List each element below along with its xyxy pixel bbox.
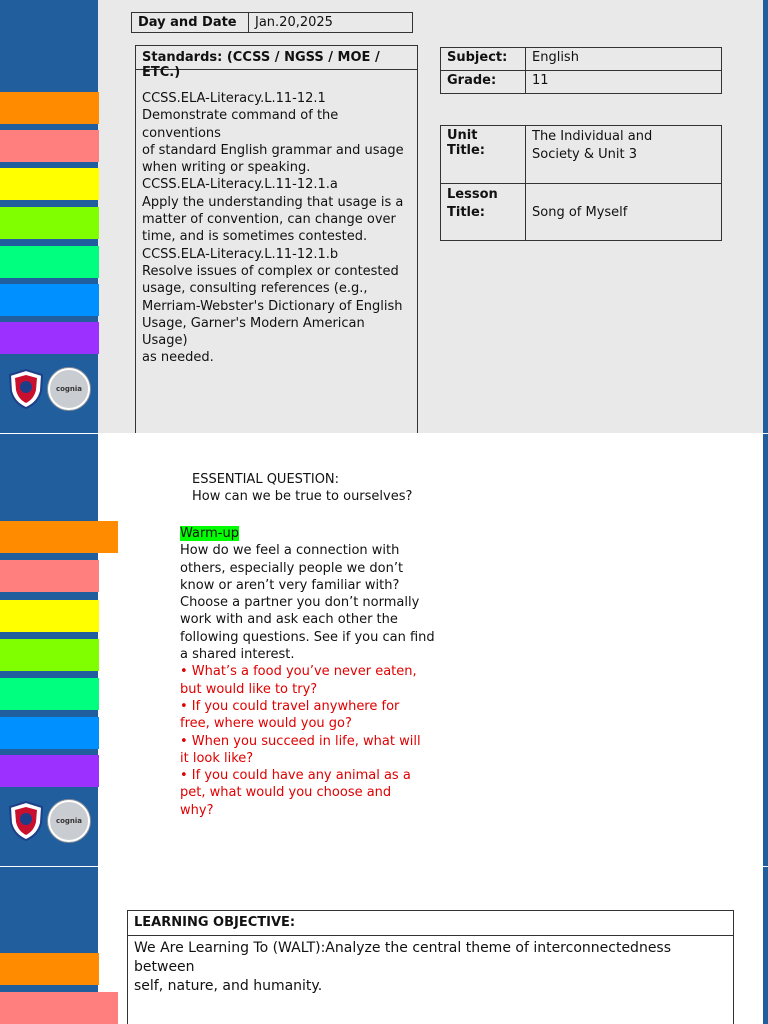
salmon-stripe bbox=[0, 130, 99, 162]
school-shield-icon bbox=[8, 369, 44, 409]
lesson-title-value: Song of Myself bbox=[526, 184, 722, 241]
standards-header: Standards: (CCSS / NGSS / MOE / ETC.) bbox=[136, 46, 417, 70]
question-line: • What’s a food you’ve never eaten, bbox=[180, 664, 417, 680]
warmup-line: work with and ask each other the bbox=[180, 612, 398, 628]
unit-title-label: Unit Title: bbox=[441, 126, 526, 184]
cognia-badge bbox=[48, 368, 90, 410]
unit-title-value bbox=[526, 126, 722, 184]
school-shield-icon bbox=[8, 801, 44, 841]
slide-lesson-info bbox=[0, 0, 768, 433]
standards-text bbox=[136, 70, 417, 367]
eq-question: How can we be true to ourselves? bbox=[192, 489, 413, 505]
learning-objective-box bbox=[127, 910, 734, 1024]
purple-stripe bbox=[0, 755, 99, 787]
question-line: free, where would you go? bbox=[180, 716, 352, 732]
yellow-stripe bbox=[0, 168, 99, 200]
eq-heading: ESSENTIAL QUESTION: bbox=[192, 472, 340, 487]
orange-stripe bbox=[0, 953, 99, 985]
right-edge-bar bbox=[763, 434, 768, 866]
standards-line: CCSS.ELA-Literacy.L.11-12.1.b bbox=[142, 246, 339, 262]
lesson-title-label-line: Lesson bbox=[447, 187, 498, 202]
right-edge-bar bbox=[763, 0, 768, 433]
standards-line: Merriam-Webster's Dictionary of English bbox=[142, 298, 403, 314]
standards-line: Demonstrate command of the conventions bbox=[142, 108, 339, 141]
green-stripe bbox=[0, 246, 99, 278]
grade-label: Grade: bbox=[441, 71, 526, 94]
standards-line: usage, consulting references (e.g., bbox=[142, 281, 368, 297]
yellow-stripe bbox=[0, 600, 99, 632]
orange-stripe bbox=[0, 521, 118, 553]
day-date-table bbox=[131, 12, 413, 33]
lesson-title-label-line: Title: bbox=[447, 205, 486, 220]
subject-grade-table bbox=[440, 47, 722, 94]
slide-warmup bbox=[0, 434, 768, 866]
objective-text bbox=[128, 936, 733, 999]
standards-line: matter of convention, can change over bbox=[142, 212, 396, 228]
warmup-line: How do we feel a connection with bbox=[180, 543, 400, 559]
lime-stripe bbox=[0, 639, 99, 671]
standards-line: when writing or speaking. bbox=[142, 160, 311, 176]
logos bbox=[8, 367, 90, 411]
subject-value: English bbox=[526, 48, 722, 71]
unit-title-line: Society & Unit 3 bbox=[532, 147, 638, 162]
salmon-stripe bbox=[0, 560, 99, 592]
warmup-line: others, especially people we don’t bbox=[180, 560, 404, 576]
question-line: • If you could have any animal as a bbox=[180, 768, 411, 784]
standards-line: of standard English grammar and usage bbox=[142, 142, 404, 158]
standards-line: time, and is sometimes contested. bbox=[142, 229, 368, 245]
logos bbox=[8, 799, 90, 843]
warmup-line: Choose a partner you don’t normally bbox=[180, 595, 420, 611]
day-date-value: Jan.20,2025 bbox=[249, 13, 413, 33]
slide-objective bbox=[0, 867, 768, 1024]
warmup-label: Warm-up bbox=[180, 526, 239, 541]
warmup-line: following questions. See if you can find bbox=[180, 629, 435, 645]
right-edge-bar bbox=[763, 867, 768, 1024]
purple-stripe bbox=[0, 322, 99, 354]
question-line: why? bbox=[180, 802, 214, 818]
objective-line: We Are Learning To (WALT):Analyze the central theme of interconnectedness between bbox=[134, 940, 672, 975]
cognia-label: cognia bbox=[55, 817, 83, 825]
orange-stripe bbox=[0, 92, 99, 124]
standards-line: Resolve issues of complex or contested bbox=[142, 263, 399, 279]
warmup-line: know or aren’t very familiar with? bbox=[180, 577, 400, 593]
essential-question bbox=[192, 471, 412, 506]
warmup-line: a shared interest. bbox=[180, 647, 295, 663]
blue-stripe bbox=[0, 284, 99, 316]
standards-line: as needed. bbox=[142, 350, 214, 366]
lesson-title-label bbox=[441, 184, 526, 241]
standards-line: Apply the understanding that usage is a bbox=[142, 194, 404, 210]
salmon-stripe bbox=[0, 992, 118, 1024]
lime-stripe bbox=[0, 207, 99, 239]
cognia-badge bbox=[48, 800, 90, 842]
question-line: but would like to try? bbox=[180, 681, 318, 697]
standards-line: Usage, Garner's Modern American Usage) bbox=[142, 315, 365, 349]
standards-line: CCSS.ELA-Literacy.L.11-12.1 bbox=[142, 91, 326, 106]
question-line: • When you succeed in life, what will bbox=[180, 733, 421, 749]
unit-lesson-table bbox=[440, 125, 722, 241]
blue-stripe bbox=[0, 717, 99, 749]
objective-line: self, nature, and humanity. bbox=[134, 978, 323, 994]
question-line: • If you could travel anywhere for bbox=[180, 698, 400, 714]
unit-title-line: The Individual and bbox=[532, 129, 653, 144]
grade-value: 11 bbox=[526, 71, 722, 94]
question-line: pet, what would you choose and bbox=[180, 785, 392, 801]
cognia-label: cognia bbox=[55, 385, 83, 393]
standards-line: CCSS.ELA-Literacy.L.11-12.1.a bbox=[142, 177, 338, 193]
standards-box bbox=[135, 45, 418, 433]
warmup-section bbox=[180, 525, 440, 819]
subject-label: Subject: bbox=[441, 48, 526, 71]
day-date-label: Day and Date bbox=[132, 13, 249, 33]
question-line: it look like? bbox=[180, 750, 254, 766]
green-stripe bbox=[0, 678, 99, 710]
objective-header: LEARNING OBJECTIVE: bbox=[128, 911, 733, 936]
